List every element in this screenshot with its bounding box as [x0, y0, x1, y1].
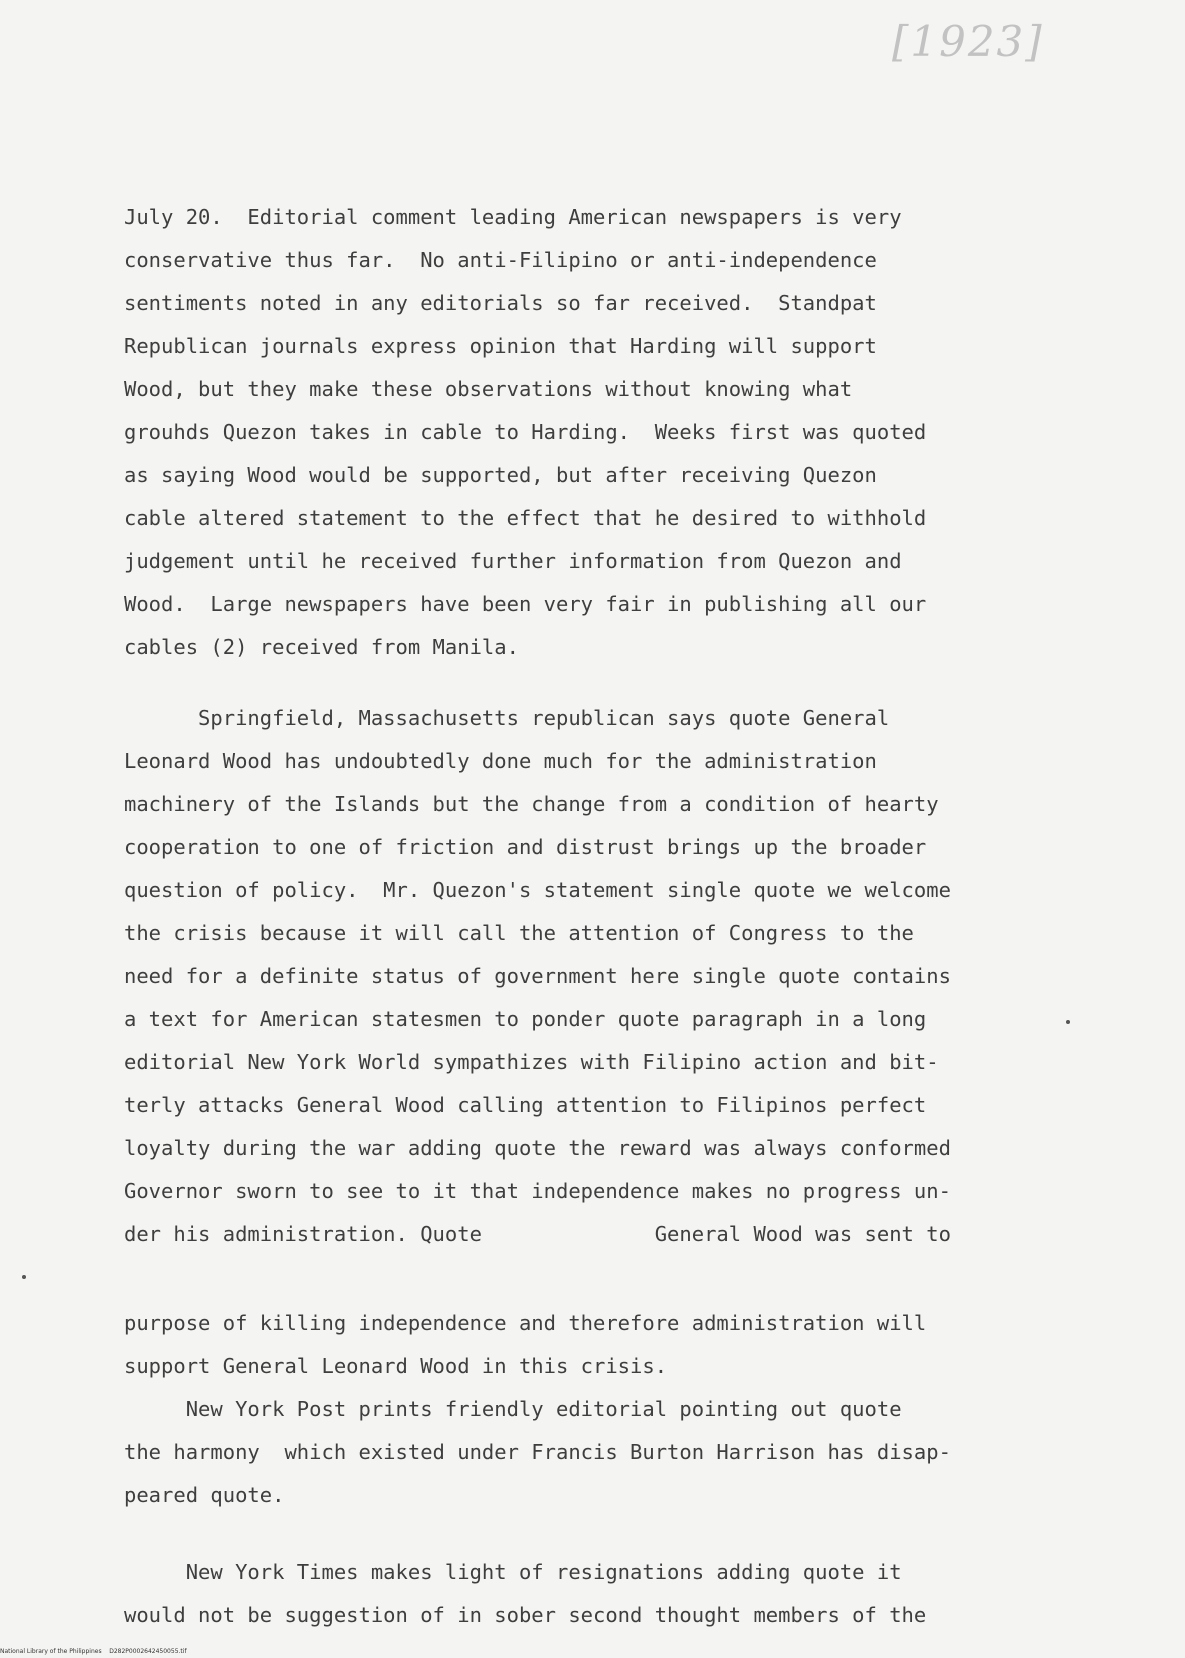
text-line: New York Post prints friendly editorial pointing out quote	[124, 1397, 902, 1421]
text-line: cooperation to one of friction and distrust brings up the broader	[124, 835, 927, 859]
text-line: loyalty during the war adding quote the reward was always conformed	[124, 1136, 951, 1160]
text-line: support General Leonard Wood in this crisis.	[124, 1354, 668, 1378]
text-line: would not be suggestion of in sober second thought members of the	[124, 1603, 927, 1627]
text-line: Wood, but they make these observations without knowing what	[124, 377, 853, 401]
text-line: a text for American statesmen to ponder quote paragraph in a long	[124, 1007, 927, 1031]
text-line: Leonard Wood has undoubtedly done much for the administration	[124, 749, 877, 773]
text-line: July 20. Editorial comment leading American newspapers is very	[124, 205, 902, 229]
text-line: conservative thus far. No anti-Filipino or anti-independence	[124, 248, 877, 272]
text-line: terly attacks General Wood calling attention to Filipinos perfect	[124, 1093, 927, 1117]
text-line: need for a definite status of government here single quote contains	[124, 964, 951, 988]
text-line: peared quote.	[124, 1483, 285, 1507]
text-line: New York Times makes light of resignations adding quote it	[124, 1560, 902, 1584]
archive-footer: National Library of the Philippines D282P0002642450055.tif	[0, 1648, 187, 1655]
margin-mark	[22, 1275, 26, 1279]
text-line: der his administration. Quote General Wood was sent to	[124, 1222, 951, 1246]
text-line: purpose of killing independence and therefore administration will	[124, 1311, 927, 1335]
text-line: grouhds Quezon takes in cable to Harding. Weeks first was quoted	[124, 420, 927, 444]
text-line: Wood. Large newspapers have been very fair in publishing all our	[124, 592, 927, 616]
text-line: Republican journals express opinion that Harding will support	[124, 334, 877, 358]
typed-text-body	[124, 196, 1074, 1637]
text-line: judgement until he received further information from Quezon and	[124, 549, 902, 573]
year-note-text: 1923	[910, 17, 1026, 66]
text-line: editorial New York World sympathizes with Filipino action and bit-	[124, 1050, 939, 1074]
text-line: cable altered statement to the effect that he desired to withhold	[124, 506, 927, 530]
text-line: cables (2) received from Manila.	[124, 635, 519, 659]
text-line: sentiments noted in any editorials so far received. Standpat	[124, 291, 877, 315]
text-line: Governor sworn to see to it that independence makes no progress un-	[124, 1179, 951, 1203]
text-line: the crisis because it will call the attention of Congress to the	[124, 921, 914, 945]
text-line: question of policy. Mr. Quezon's statement single quote we welcome	[124, 878, 951, 902]
handwritten-year-note: [1923]	[892, 17, 1044, 66]
text-line: machinery of the Islands but the change from a condition of hearty	[124, 792, 939, 816]
text-line: the harmony which existed under Francis Burton Harrison has disap-	[124, 1440, 951, 1464]
text-line: as saying Wood would be supported, but after receiving Quezon	[124, 463, 877, 487]
margin-mark	[1066, 1020, 1070, 1024]
text-line: Springfield, Massachusetts republican says quote General	[124, 706, 890, 730]
